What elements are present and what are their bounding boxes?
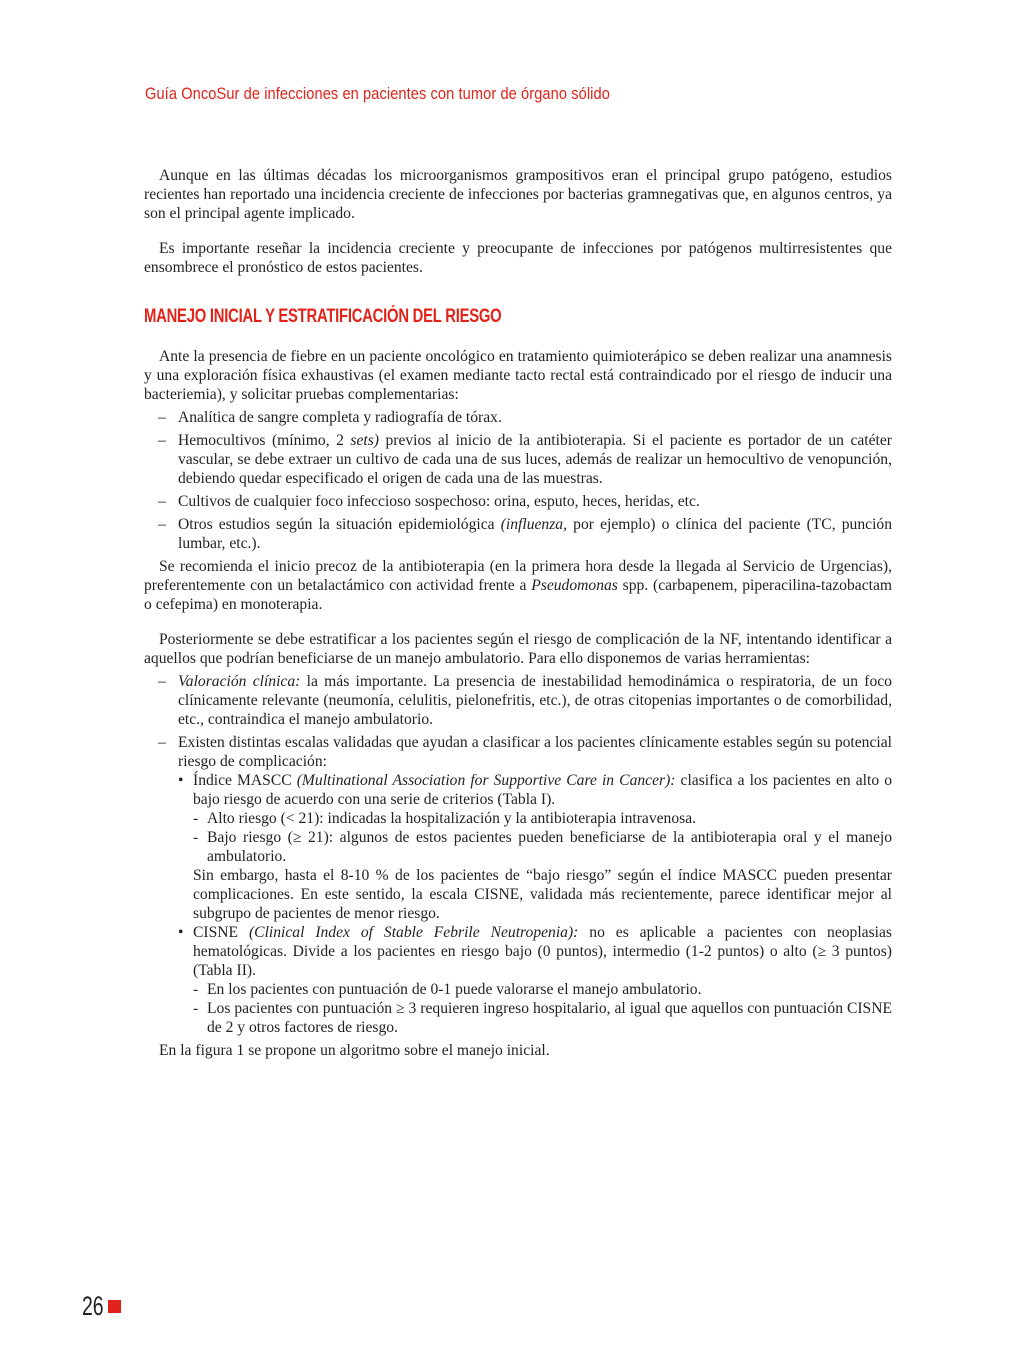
sub-item bbox=[193, 980, 892, 999]
list-item bbox=[144, 492, 892, 511]
list-item-emphasis: (influenza, bbox=[500, 516, 567, 533]
bullet-emphasis: (Multinational Association for Supportive Care in Cancer): bbox=[296, 772, 676, 789]
list-item-text: Existen distintas escalas validadas que ayudan a clasificar a los pacientes clínicamente estables según su potencial riesgo de complicación: bbox=[178, 734, 892, 770]
dash-marker: – bbox=[158, 409, 166, 426]
bullet-emphasis: (Clinical Index of Stable Febrile Neutropenia): bbox=[248, 924, 579, 941]
bullet-text: clasifica a los pacientes en alto o bajo riesgo de acuerdo con una serie de criterios (Tabla I). bbox=[193, 772, 893, 808]
list-item bbox=[144, 431, 892, 488]
sub-item-text: Los pacientes con puntuación ≥ 3 requieren ingreso hospitalario, al igual que aquellos con puntuación CISNE de 2 y otros factores de riesgo. bbox=[207, 1000, 892, 1036]
running-header: Guía OncoSur de infecciones en pacientes con tumor de órgano sólido bbox=[145, 84, 610, 103]
cisne-sublist bbox=[193, 980, 892, 1037]
section-heading: MANEJO INICIAL Y ESTRATIFICACIÓN DEL RIESGO bbox=[144, 306, 502, 327]
bullet-marker: • bbox=[178, 772, 184, 789]
paragraph-text: Se recomienda el inicio precoz de la antibioterapia (en la primera hora desde la llegada al Servicio de Urgencias), preferentemente con un betalactámico con actividad frente a bbox=[144, 558, 892, 594]
bullet-text: CISNE bbox=[193, 924, 249, 941]
hyphen-marker: - bbox=[193, 810, 199, 827]
intro-paragraph-1: Aunque en las últimas décadas los microorganismos grampositivos eran el principal grupo patógeno, estudios recientes han reportado una incidencia creciente de infecciones por bacterias gramnegativas que, en algunos centros, ya son el principal agente implicado. bbox=[144, 167, 892, 222]
hyphen-marker: - bbox=[193, 829, 199, 846]
paragraph-emphasis: Pseudomonas bbox=[531, 577, 618, 594]
bullet-item-cisne bbox=[178, 923, 892, 1037]
list-item bbox=[144, 515, 892, 553]
list-item-emphasis: sets) bbox=[350, 432, 379, 449]
list-item-text: la más importante. La presencia de inestabilidad hemodinámica o respiratoria, de un foco clínicamente relevante (neumonía, celulitis, pielonefritis, etc.), de otras citopenias importantes o de comorbilidad, etc., contraindica el manejo ambulatorio. bbox=[178, 673, 892, 728]
intro-paragraph-2: Es importante reseñar la incidencia creciente y preocupante de infecciones por patógenos multirresistentes que ensombrece el pronóstico de estos pacientes. bbox=[144, 240, 892, 276]
page-number: 26 bbox=[82, 1291, 104, 1321]
hyphen-marker: - bbox=[193, 1000, 199, 1017]
dash-marker: – bbox=[158, 516, 166, 533]
sub-item bbox=[193, 809, 892, 828]
page-number-square-icon bbox=[108, 1300, 121, 1313]
list-item bbox=[144, 408, 892, 427]
dash-marker: – bbox=[158, 673, 166, 690]
list-item-text: Analítica de sangre completa y radiografía de tórax. bbox=[178, 409, 502, 426]
sub-item-text: Bajo riesgo (≥ 21): algunos de estos pacientes pueden beneficiarse de la antibioterapia oral y el manejo ambulatorio. bbox=[207, 829, 892, 865]
sub-item-text: En los pacientes con puntuación de 0-1 puede valorarse el manejo ambulatorio. bbox=[207, 981, 702, 998]
tests-list bbox=[144, 408, 892, 553]
list-item-text: previos al inicio de la antibioterapia. Si el paciente es portador de un catéter vascular, se debe extraer un cultivo de cada una de sus luces, además de realizar un hemocultivo de venopunción, debiendo quedar especificado el origen de cada una de las muestras. bbox=[178, 432, 892, 487]
list-item bbox=[144, 672, 892, 729]
list-item bbox=[144, 733, 892, 1037]
bullet-text: Índice MASCC bbox=[193, 772, 297, 789]
section-paragraph-3: Posteriormente se debe estratificar a los pacientes según el riesgo de complicación de la NF, intentando identificar a aquellos que podrían beneficiarse de un manejo ambulatorio. Para ello disponemos de varias herramientas: bbox=[144, 631, 892, 667]
list-item-text: Hemocultivos (mínimo, 2 bbox=[178, 432, 351, 449]
mascc-note: Sin embargo, hasta el 8-10 % de los pacientes de “bajo riesgo” según el índice MASCC pueden presentar complicaciones. En este sentido, la escala CISNE, validada más recientemente, parece identificar mejor al subgrupo de pacientes de menor riesgo. bbox=[193, 867, 892, 922]
sub-item-text: Alto riesgo (< 21): indicadas la hospitalización y la antibioterapia intravenosa. bbox=[207, 810, 697, 827]
dash-marker: – bbox=[158, 432, 166, 449]
mascc-sublist bbox=[193, 809, 892, 866]
bullet-marker: • bbox=[178, 924, 184, 941]
list-item-emphasis: Valoración clínica: bbox=[178, 673, 301, 690]
section-paragraph-2 bbox=[144, 557, 892, 614]
bullet-text: no es aplicable a pacientes con neoplasias hematológicas. Divide a los pacientes en riesgo bajo (0 puntos), intermedio (1-2 puntos) o alto (≥ 3 puntos) (Tabla II). bbox=[193, 924, 892, 979]
hyphen-marker: - bbox=[193, 981, 199, 998]
section-paragraph-1: Ante la presencia de fiebre en un paciente oncológico en tratamiento quimioterápico se deben realizar una anamnesis y una exploración física exhaustivas (el examen mediante tacto rectal está contraindicado por el riesgo de inducir una bacteriemia), y solicitar pruebas complementarias: bbox=[144, 348, 892, 403]
tools-list bbox=[144, 672, 892, 1037]
list-item-text: por ejemplo) o clínica del paciente (TC, punción lumbar, etc.). bbox=[178, 516, 892, 552]
sub-item bbox=[193, 999, 892, 1037]
page-body bbox=[144, 166, 892, 1060]
dash-marker: – bbox=[158, 493, 166, 510]
section-paragraph-4: En la figura 1 se propone un algoritmo sobre el manejo inicial. bbox=[159, 1042, 550, 1059]
sub-item bbox=[193, 828, 892, 866]
paragraph-text: spp. (carbapenem, piperacilina-tazobactam o cefepima) en monoterapia. bbox=[144, 577, 892, 613]
list-item-text: Otros estudios según la situación epidemiológica bbox=[178, 516, 501, 533]
dash-marker: – bbox=[158, 734, 166, 751]
list-item-text: Cultivos de cualquier foco infeccioso sospechoso: orina, esputo, heces, heridas, etc. bbox=[178, 493, 700, 510]
bullet-item-mascc bbox=[178, 771, 892, 923]
scales-list bbox=[178, 771, 892, 1037]
